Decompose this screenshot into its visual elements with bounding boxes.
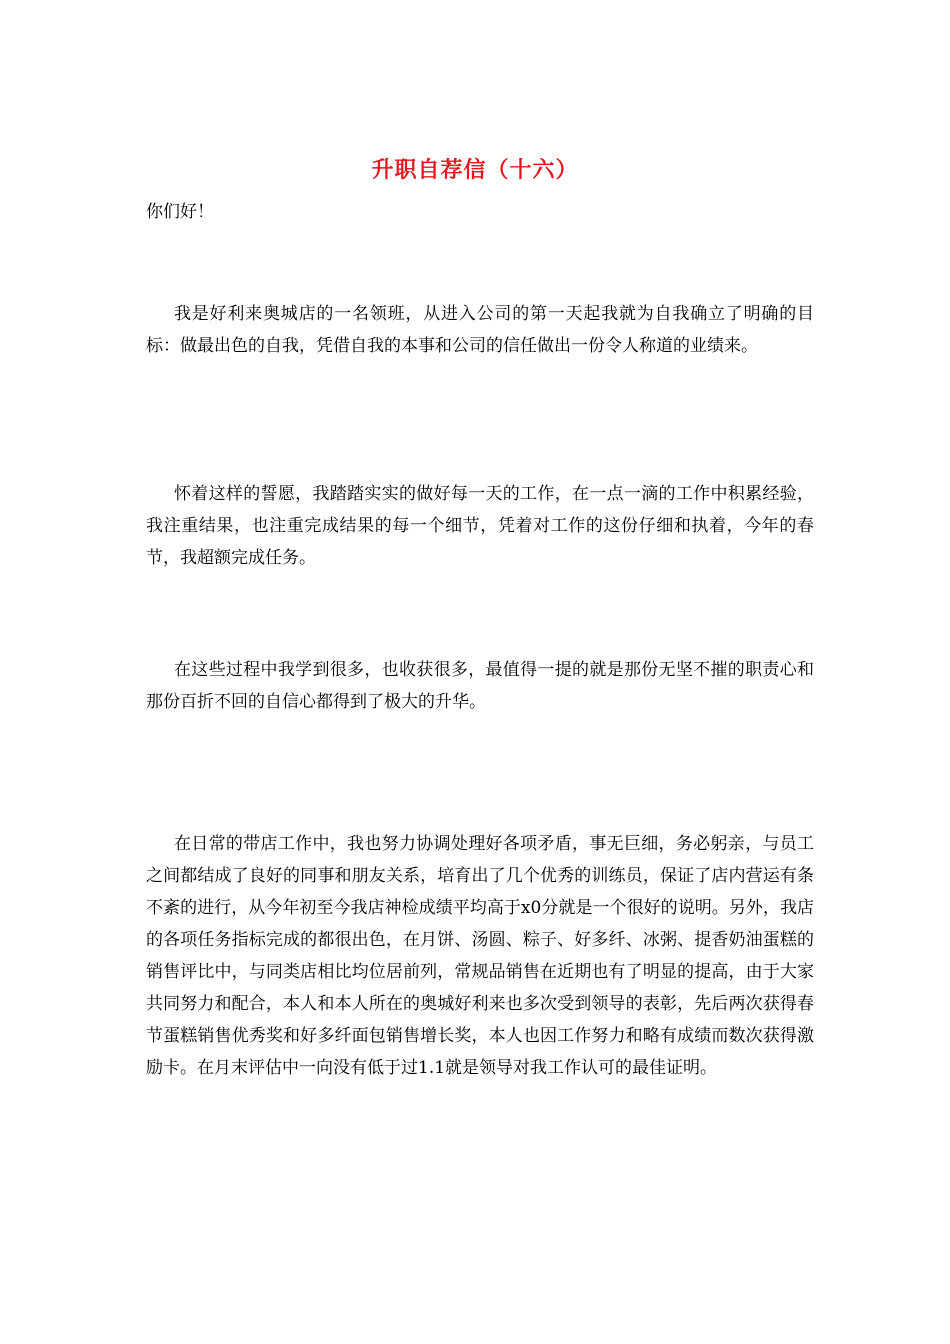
salutation: 你们好！: [146, 202, 214, 222]
paragraph-4: 在日常的带店工作中，我也努力协调处理好各项矛盾，事无巨细，务必躬亲，与员工之间都结成了良好的同事和朋友关系，培育出了几个优秀的训练员，保证了店内营运有条不紊的进行，从今年初至今我店神检成绩平均高于x0分就是一个很好的说明。另外，我店的各项任务指标完成的都很出色，在月饼、汤圆、粽子、好多纤、冰粥、提香奶油蛋糕的销售评比中，与同类店相比均位居前列，常规品销售在近期也有了明显的提高，由于大家共同努力和配合，本人和本人所在的奥城好利来也多次受到领导的表彰，先后两次获得春节蛋糕销售优秀奖和好多纤面包销售增长奖，本人也因工作努力和略有成绩而数次获得激励卡。在月末评估中一向没有低于过1.1就是领导对我工作认可的最佳证明。: [146, 834, 814, 1078]
paragraph-2: 怀着这样的誓愿，我踏踏实实的做好每一天的工作，在一点一滴的工作中积累经验，我注重结果，也注重完成结果的每一个细节，凭着对工作的这份仔细和执着，今年的春节，我超额完成任务。: [146, 484, 814, 568]
document-title: 升职自荐信（十六）: [371, 157, 579, 183]
paragraph-3: 在这些过程中我学到很多，也收获很多，最值得一提的就是那份无坚不摧的职责心和那份百折不回的自信心都得到了极大的升华。: [146, 660, 814, 712]
paragraph-1: 我是好利来奥城店的一名领班，从进入公司的第一天起我就为自我确立了明确的目标：做最出色的自我，凭借自我的本事和公司的信任做出一份令人称道的业绩来。: [146, 304, 814, 356]
